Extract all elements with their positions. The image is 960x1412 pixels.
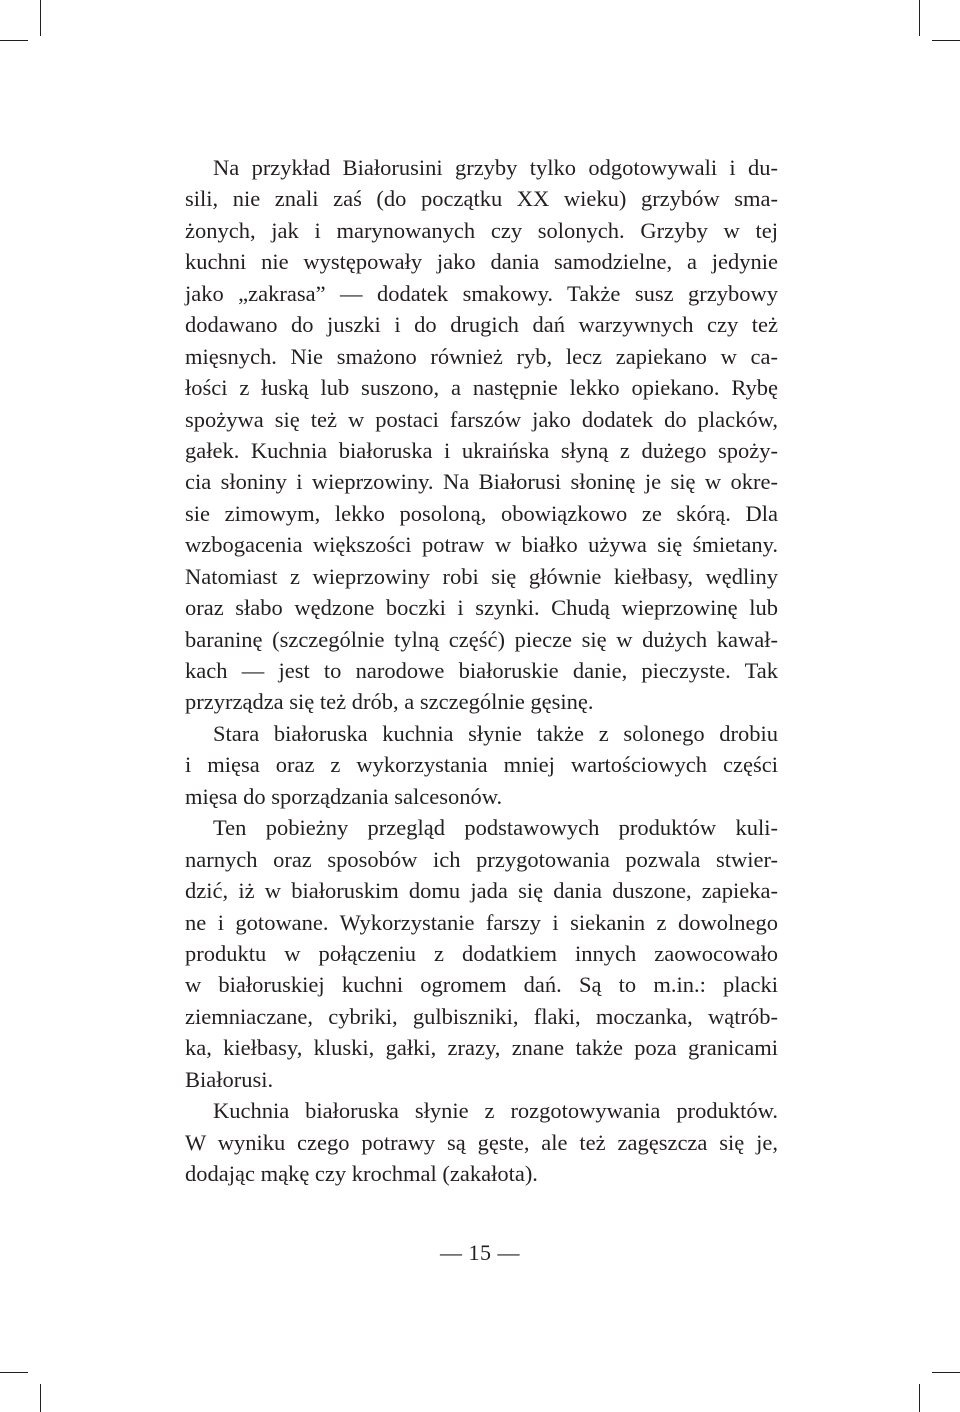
crop-mark-bottom-right-vertical <box>919 1384 920 1412</box>
paragraph <box>185 718 778 812</box>
text-line: jako „zakrasa” — dodatek smakowy. Także susz grzybowy <box>185 280 778 306</box>
crop-mark-bottom-left-horizontal <box>0 1372 28 1373</box>
paragraph <box>185 152 778 718</box>
text-line: ziemniaczane, cybriki, gulbiszniki, flaki, moczanka, wątrób- <box>185 1003 778 1029</box>
text-line: kach — jest to narodowe białoruskie danie, pieczyste. Tak <box>185 658 778 683</box>
paragraph <box>185 812 778 1095</box>
text-line: baraninę (szczególnie tylną część) piecze się w dużych kawał- <box>185 626 778 652</box>
text-line: dodawano do juszki i do drugich dań warzywnych czy też <box>185 312 778 338</box>
text-line: sili, nie znali zaś (do początku XX wieku) grzybów sma- <box>185 186 778 212</box>
text-line: produktu w połączeniu z dodatkiem innych zaowocowało <box>185 940 778 966</box>
text-line: gałek. Kuchnia białoruska i ukraińska słyną z dużego spoży- <box>185 437 778 463</box>
crop-mark-top-right-vertical <box>919 0 920 36</box>
text-line: spożywa się też w postaci farszów jako dodatek do placków, <box>185 406 778 432</box>
crop-mark-top-left-horizontal <box>0 40 28 41</box>
text-line: ne i gotowane. Wykorzystanie farszy i siekanin z dowolnego <box>185 909 778 935</box>
text-line: Białorusi. <box>185 1066 274 1092</box>
text-line: ka, kiełbasy, kluski, gałki, zrazy, znane także poza granicami <box>185 1035 778 1061</box>
text-line: oraz słabo wędzone boczki i szynki. Chudą wieprzowinę lub <box>185 595 778 621</box>
text-line: dodając mąkę czy krochmal (zakałota). <box>185 1161 538 1186</box>
paragraph <box>185 1095 778 1189</box>
text-line: cia słoniny i wieprzowiny. Na Białorusi słoninę je się w okre- <box>185 469 778 495</box>
text-line: W wyniku czego potrawy są gęste, ale też zagęszcza się je, <box>185 1129 778 1155</box>
text-line: Stara białoruska kuchnia słynie także z solonego drobiu <box>213 720 778 746</box>
page-number: — 15 — <box>440 1240 520 1265</box>
text-line: Na przykład Białorusini grzyby tylko odgotowywali i du- <box>213 155 778 180</box>
text-line: dzić, iż w białoruskim domu jada się dania duszone, zapieka- <box>185 878 778 904</box>
text-line: narnych oraz sposobów ich przygotowania pozwala stwier- <box>185 846 778 872</box>
text-line: sie zimowym, lekko posoloną, obowiązkowo ze skórą. Dla <box>185 500 778 526</box>
text-line: przyrządza się też drób, a szczególnie gęsinę. <box>185 689 594 715</box>
text-line: i mięsa oraz z wykorzystania mniej wartościowych części <box>185 752 778 778</box>
crop-mark-bottom-left-vertical <box>40 1384 41 1412</box>
text-line: mięsnych. Nie smażono również ryb, lecz zapiekano w ca- <box>185 343 778 369</box>
text-line: kuchni nie występowały jako dania samodzielne, a jedynie <box>185 249 778 275</box>
crop-mark-bottom-right-horizontal <box>932 1372 960 1373</box>
crop-mark-top-right-horizontal <box>932 40 960 41</box>
text-line: żonych, jak i marynowanych czy solonych. Grzyby w tej <box>185 217 778 243</box>
text-line: Ten pobieżny przegląd podstawowych produktów kuli- <box>213 815 778 841</box>
text-line: wzbogacenia większości potraw w białko używa się śmietany. <box>185 532 778 558</box>
text-line: w białoruskiej kuchni ogromem dań. Są to m.in.: placki <box>185 972 778 998</box>
crop-mark-top-left-vertical <box>40 0 41 36</box>
text-line: Natomiast z wieprzowiny robi się głównie kiełbasy, wędliny <box>185 563 778 589</box>
body-text <box>185 152 778 1189</box>
text-line: mięsa do sporządzania salcesonów. <box>185 783 503 809</box>
text-line: Kuchnia białoruska słynie z rozgotowywania produktów. <box>213 1098 778 1124</box>
text-line: łości z łuską lub suszono, a następnie lekko opiekano. Rybę <box>185 375 778 401</box>
